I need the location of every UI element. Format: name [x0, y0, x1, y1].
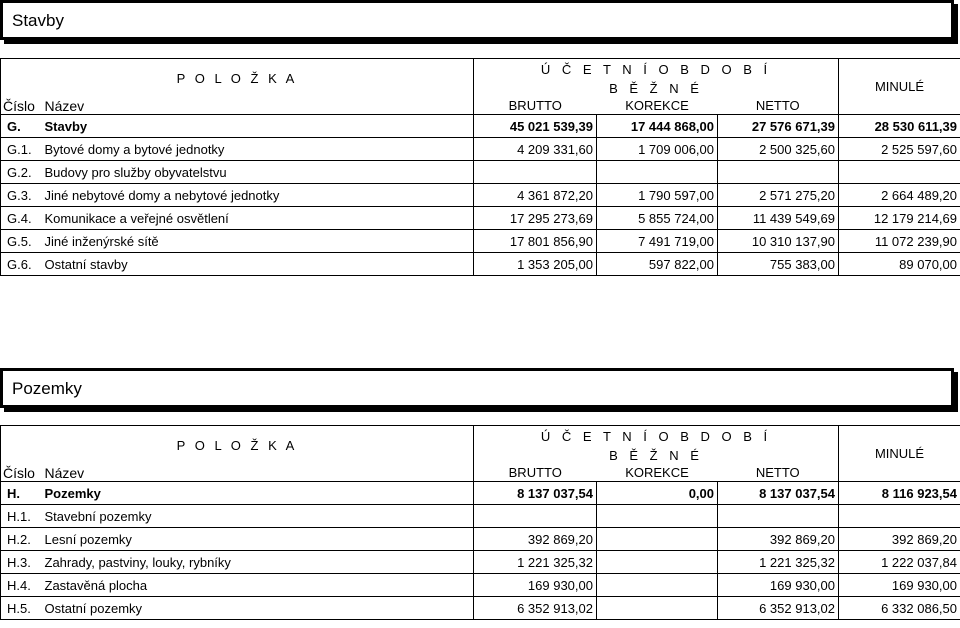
- row-name: Stavební pozemky: [43, 505, 474, 528]
- row-name: Stavby: [43, 115, 474, 138]
- row-korekce: 597 822,00: [597, 253, 718, 276]
- row-netto: [718, 161, 839, 184]
- row-brutto: 8 137 037,54: [474, 482, 597, 505]
- header-korekce: KOREKCE: [597, 464, 718, 482]
- row-brutto: [474, 505, 597, 528]
- row-netto: 1 221 325,32: [718, 551, 839, 574]
- header-brutto: BRUTTO: [474, 464, 597, 482]
- row-brutto: 17 295 273,69: [474, 207, 597, 230]
- table-row: [1, 574, 960, 597]
- row-netto: [718, 505, 839, 528]
- row-korekce: [597, 161, 718, 184]
- header-minule: MINULÉ: [839, 426, 960, 482]
- row-korekce: 0,00: [597, 482, 718, 505]
- row-netto: 169 930,00: [718, 574, 839, 597]
- row-korekce: [597, 597, 718, 620]
- row-minule: 169 930,00: [839, 574, 960, 597]
- row-code: G.6.: [1, 253, 43, 276]
- table-row: [1, 161, 960, 184]
- header-ucetni-obdobi: Ú Č E T N Í O B D O B Í: [474, 426, 839, 448]
- row-code: H.1.: [1, 505, 43, 528]
- row-minule: 2 664 489,20: [839, 184, 960, 207]
- header-nazev: Název: [43, 464, 474, 482]
- row-korekce: [597, 551, 718, 574]
- table-row: [1, 230, 960, 253]
- row-code: G.5.: [1, 230, 43, 253]
- section-title-stavby: [0, 0, 954, 40]
- row-netto: 27 576 671,39: [718, 115, 839, 138]
- pozemky-rows: [1, 482, 960, 620]
- row-code: H.: [1, 482, 43, 505]
- row-korekce: [597, 574, 718, 597]
- row-code: H.2.: [1, 528, 43, 551]
- row-name: Jiné nebytové domy a nebytové jednotky: [43, 184, 474, 207]
- row-brutto: 45 021 539,39: [474, 115, 597, 138]
- row-name: Komunikace a veřejné osvětlení: [43, 207, 474, 230]
- row-name: Zahrady, pastviny, louky, rybníky: [43, 551, 474, 574]
- row-code: H.3.: [1, 551, 43, 574]
- table-row: [1, 184, 960, 207]
- header-polozka: P O L O Ž K A: [1, 426, 474, 465]
- row-korekce: 1 790 597,00: [597, 184, 718, 207]
- row-name: Pozemky: [43, 482, 474, 505]
- row-korekce: 17 444 868,00: [597, 115, 718, 138]
- section-title-pozemky: [0, 368, 954, 408]
- row-minule: [839, 161, 960, 184]
- row-minule: 6 332 086,50: [839, 597, 960, 620]
- table-row: [1, 253, 960, 276]
- row-code: H.4.: [1, 574, 43, 597]
- row-code: H.5.: [1, 597, 43, 620]
- row-name: Ostatní pozemky: [43, 597, 474, 620]
- header-bezne: B Ě Ž N É: [474, 80, 839, 97]
- row-korekce: [597, 505, 718, 528]
- row-brutto: 169 930,00: [474, 574, 597, 597]
- table-row: [1, 505, 960, 528]
- header-brutto: BRUTTO: [474, 97, 597, 115]
- row-netto: 11 439 549,69: [718, 207, 839, 230]
- header-cislo: Číslo: [1, 97, 43, 115]
- row-korekce: 7 491 719,00: [597, 230, 718, 253]
- row-netto: 6 352 913,02: [718, 597, 839, 620]
- row-brutto: 6 352 913,02: [474, 597, 597, 620]
- row-code: G.1.: [1, 138, 43, 161]
- header-minule: MINULÉ: [839, 59, 960, 115]
- section-title-text: Pozemky: [12, 379, 82, 398]
- row-minule: 1 222 037,84: [839, 551, 960, 574]
- row-netto: 2 500 325,60: [718, 138, 839, 161]
- stavby-table: [0, 58, 960, 276]
- row-code: G.: [1, 115, 43, 138]
- table-row: [1, 207, 960, 230]
- row-code: G.3.: [1, 184, 43, 207]
- row-netto: 10 310 137,90: [718, 230, 839, 253]
- table-row: [1, 597, 960, 620]
- row-code: G.2.: [1, 161, 43, 184]
- header-bezne: B Ě Ž N É: [474, 447, 839, 464]
- row-brutto: 1 353 205,00: [474, 253, 597, 276]
- row-brutto: 4 361 872,20: [474, 184, 597, 207]
- row-name: Bytové domy a bytové jednotky: [43, 138, 474, 161]
- row-minule: 28 530 611,39: [839, 115, 960, 138]
- row-minule: 89 070,00: [839, 253, 960, 276]
- row-netto: 2 571 275,20: [718, 184, 839, 207]
- header-ucetni-obdobi: Ú Č E T N Í O B D O B Í: [474, 59, 839, 81]
- row-korekce: [597, 528, 718, 551]
- table-row: [1, 551, 960, 574]
- row-code: G.4.: [1, 207, 43, 230]
- header-netto: NETTO: [718, 97, 839, 115]
- header-nazev: Název: [43, 97, 474, 115]
- table-row: [1, 528, 960, 551]
- row-name: Lesní pozemky: [43, 528, 474, 551]
- row-minule: 2 525 597,60: [839, 138, 960, 161]
- row-netto: 755 383,00: [718, 253, 839, 276]
- row-netto: 392 869,20: [718, 528, 839, 551]
- row-minule: 11 072 239,90: [839, 230, 960, 253]
- pozemky-table: [0, 425, 960, 620]
- row-name: Ostatní stavby: [43, 253, 474, 276]
- row-brutto: 17 801 856,90: [474, 230, 597, 253]
- table-row: [1, 482, 960, 505]
- section-title-text: Stavby: [12, 11, 64, 30]
- row-name: Zastavěná plocha: [43, 574, 474, 597]
- stavby-rows: [1, 115, 960, 276]
- row-name: Jiné inženýrské sítě: [43, 230, 474, 253]
- row-korekce: 1 709 006,00: [597, 138, 718, 161]
- header-polozka: P O L O Ž K A: [1, 59, 474, 98]
- header-korekce: KOREKCE: [597, 97, 718, 115]
- header-netto: NETTO: [718, 464, 839, 482]
- row-brutto: 392 869,20: [474, 528, 597, 551]
- row-name: Budovy pro služby obyvatelstvu: [43, 161, 474, 184]
- header-cislo: Číslo: [1, 464, 43, 482]
- row-minule: 12 179 214,69: [839, 207, 960, 230]
- row-minule: [839, 505, 960, 528]
- row-brutto: 1 221 325,32: [474, 551, 597, 574]
- table-row: [1, 115, 960, 138]
- row-minule: 392 869,20: [839, 528, 960, 551]
- row-netto: 8 137 037,54: [718, 482, 839, 505]
- table-row: [1, 138, 960, 161]
- row-brutto: [474, 161, 597, 184]
- row-brutto: 4 209 331,60: [474, 138, 597, 161]
- row-minule: 8 116 923,54: [839, 482, 960, 505]
- row-korekce: 5 855 724,00: [597, 207, 718, 230]
